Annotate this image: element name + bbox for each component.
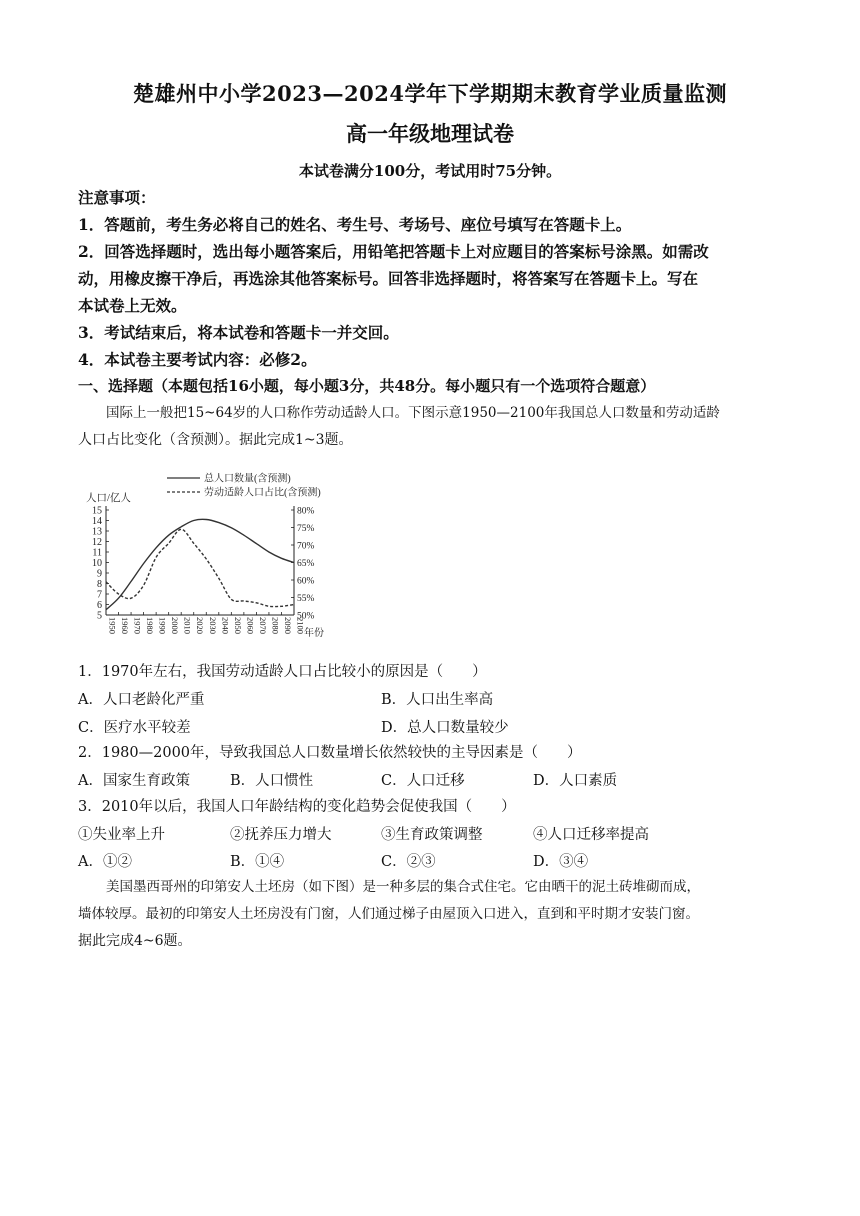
legend-entry: 总人口数量(含预测) — [204, 473, 291, 485]
option-c: C．人口迁移 — [381, 773, 465, 789]
intro-line: 人口占比变化（含预测）。据此完成1~3题。 — [78, 432, 353, 448]
left-tick-label: 11 — [92, 547, 102, 559]
right-tick-label: 70% — [297, 541, 315, 552]
notes-heading: 注意事项： — [78, 188, 156, 207]
right-tick-label: 75% — [297, 524, 315, 534]
x-tick-label: 1950 — [107, 617, 118, 634]
right-tick-label: 65% — [297, 559, 315, 569]
x-tick-label: 1970 — [132, 617, 143, 634]
left-tick-label: 13 — [92, 526, 102, 538]
statement-3: ③生育政策调整 — [381, 827, 483, 843]
x-tick-label: 1960 — [120, 617, 131, 634]
left-tick-label: 8 — [97, 579, 102, 590]
option-b: B．①④ — [230, 854, 285, 870]
statement-1: ①失业率上升 — [78, 827, 165, 843]
y-axis-label: 人口/亿人 — [86, 493, 131, 504]
option-a: A．人口老龄化严重 — [78, 692, 205, 708]
legend-entry: 劳动适龄人口占比(含预测) — [204, 487, 321, 499]
right-tick-label: 60% — [297, 576, 315, 587]
x-tick-label: 1990 — [157, 617, 168, 634]
note-item: 2．回答选择题时，选出每小题答案后，用铅笔把答题卡上对应题目的答案标号涂黑。如需改 — [78, 242, 709, 261]
left-tick-label: 5 — [97, 610, 102, 622]
note-item: 本试卷上无效。 — [78, 296, 187, 315]
intro-line: 国际上一般把15~64岁的人口称作劳动适龄人口。下图示意1950—2100年我国总人口数量和劳动适龄 — [106, 405, 720, 421]
statement-2: ②抚养压力增大 — [230, 827, 332, 843]
x-tick-label: 2050 — [232, 617, 243, 634]
x-tick-label: 2090 — [282, 617, 293, 634]
x-tick-label: 2030 — [207, 617, 218, 634]
note-item: 4．本试卷主要考试内容：必修2。 — [78, 350, 317, 369]
intro-line: 美国墨西哥州的印第安人土坯房（如下图）是一种多层的集合式住宅。它由晒干的泥土砖堆砌而成， — [106, 879, 700, 895]
right-tick-label: 80% — [297, 506, 315, 517]
x-tick-label: 2040 — [220, 617, 231, 634]
left-tick-label: 14 — [92, 516, 102, 527]
statement-4: ④人口迁移率提高 — [533, 827, 649, 843]
option-c: C．②③ — [381, 854, 436, 870]
exam-title: 楚雄州中小学2023—2024学年下学期期末教育学业质量监测 — [133, 81, 727, 106]
question-1-options-row1 — [78, 688, 790, 708]
notes-block — [78, 184, 788, 400]
x-tick-label: 2080 — [270, 617, 281, 634]
left-tick-label: 9 — [97, 568, 102, 580]
option-d: D．③④ — [533, 854, 589, 870]
x-tick-label: 1980 — [145, 617, 156, 634]
question-1-stem: 1．1970年左右，我国劳动适龄人口占比较小的原因是（ ） — [78, 664, 487, 680]
intro-paragraph-1 — [78, 400, 790, 454]
question-3-stem: 3．2010年以后，我国人口年龄结构的变化趋势会促使我国（ ） — [78, 799, 516, 815]
note-item: 动，用橡皮擦干净后，再选涂其他答案标号。回答非选择题时，将答案写在答题卡上。写在 — [78, 269, 699, 288]
left-tick-label: 15 — [92, 505, 102, 517]
option-b: B．人口惯性 — [230, 773, 314, 789]
intro-paragraph-2 — [78, 874, 790, 955]
x-tick-label: 2010 — [182, 617, 193, 634]
option-a: A．国家生育政策 — [78, 773, 190, 789]
chart-legend — [167, 472, 321, 499]
right-tick-label: 50% — [297, 611, 315, 622]
total-population-line — [106, 519, 294, 609]
right-tick-label: 55% — [297, 594, 315, 604]
option-d: D．人口素质 — [533, 773, 618, 789]
option-d: D．总人口数量较少 — [381, 720, 509, 736]
population-chart — [82, 470, 352, 646]
score-info: 本试卷满分100分，考试用时75分钟。 — [298, 162, 562, 180]
intro-line: 墙体较厚。最初的印第安人土坯房没有门窗，人们通过梯子由屋顶入口进入，直到和平时期才安装门窗。 — [78, 906, 699, 922]
option-a: A．①② — [78, 854, 132, 870]
question-2-stem: 2．1980—2000年，导致我国总人口数量增长依然较快的主导因素是（ ） — [78, 745, 582, 761]
x-axis-label: 年份 — [304, 628, 324, 639]
option-c: C．医疗水平较差 — [78, 720, 191, 736]
intro-line: 据此完成4~6题。 — [78, 933, 192, 949]
x-tick-label: 2000 — [170, 617, 181, 634]
question-2-options — [78, 769, 790, 789]
left-tick-label: 7 — [97, 589, 102, 601]
working-age-ratio-line — [106, 529, 294, 606]
question-3-statements — [78, 823, 790, 843]
left-tick-label: 10 — [92, 558, 102, 569]
x-tick-label: 2070 — [257, 617, 268, 634]
note-item: 1．答题前，考生务必将自己的姓名、考生号、考场号、座位号填写在答题卡上。 — [78, 215, 632, 234]
x-tick-label: 2060 — [245, 617, 256, 634]
x-tick-label: 2020 — [195, 617, 206, 634]
x-tick-label: 2100 — [295, 617, 306, 634]
question-1-options-row2 — [78, 716, 790, 736]
exam-subtitle: 高一年级地理试卷 — [346, 121, 514, 146]
left-tick-label: 12 — [92, 537, 102, 548]
question-3-options — [78, 850, 790, 870]
section-heading: 一、选择题（本题包括16小题，每小题3分，共48分。每小题只有一个选项符合题意） — [78, 377, 656, 395]
option-b: B．人口出生率高 — [381, 692, 494, 708]
note-item: 3．考试结束后，将本试卷和答题卡一并交回。 — [78, 323, 399, 342]
left-tick-label: 6 — [97, 600, 102, 611]
